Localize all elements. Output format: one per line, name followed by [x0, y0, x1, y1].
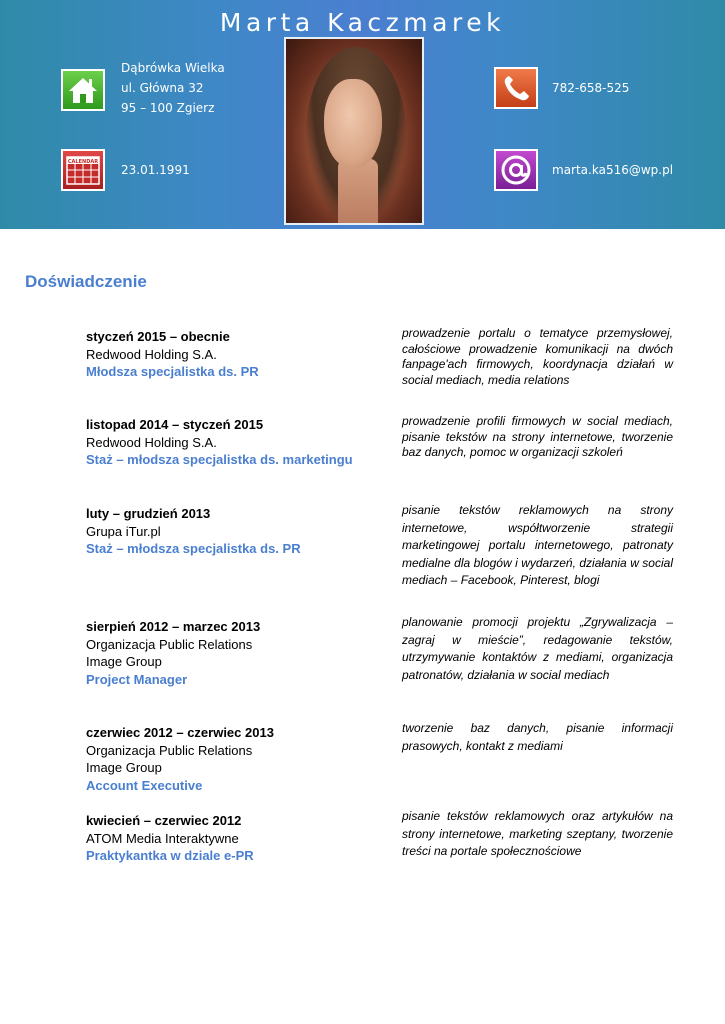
entry-company: ATOM Media Interaktywne	[86, 830, 239, 846]
entry-role: Staż – młodsza specjalistka ds. marketingu	[86, 452, 353, 468]
entry-description: prowadzenie profili firmowych w social mediach, pisanie tekstów na strony internetowe, tworzenie baz danych, pomoc w organizacji szkoleń	[402, 414, 673, 459]
entry-role: Praktykantka w dziale e-PR	[86, 848, 254, 864]
experience-entry	[86, 416, 386, 469]
entry-dates: sierpień 2012 – marzec 2013	[86, 619, 261, 634]
section-title: Doświadczenie	[25, 272, 147, 291]
address	[121, 58, 225, 118]
home-icon	[61, 69, 105, 111]
person-name: Marta Kaczmarek	[219, 8, 506, 37]
entry-role: Staż – młodsza specjalistka ds. PR	[86, 541, 301, 557]
phone-number: 782-658-525	[552, 81, 630, 95]
email-address: marta.ka516@wp.pl	[552, 163, 674, 177]
experience-entry	[86, 812, 386, 865]
profile-photo	[284, 37, 424, 225]
entry-company: Organizacja Public Relations	[86, 636, 253, 652]
entry-description: prowadzenie portalu o tematyce przemysłowej, całościowe prowadzenie komunikacji na dwóch fanpage'ach firmowych, koordynacja działań w social mediach, media relations	[402, 326, 673, 387]
entry-role: Project Manager	[86, 671, 188, 687]
entry-company: Image Group	[86, 654, 162, 670]
phone-icon	[494, 67, 538, 109]
experience-entry	[86, 724, 386, 794]
experience-entry	[86, 505, 386, 558]
at-sign-icon	[494, 149, 538, 191]
address-line: ul. Główna 32	[121, 81, 204, 95]
experience-entry	[86, 328, 386, 381]
calendar-icon	[61, 149, 105, 191]
calendar-icon-label: CALENDAR	[67, 159, 99, 165]
entry-role: Account Executive	[86, 777, 203, 793]
entry-dates: kwiecień – czerwiec 2012	[86, 813, 242, 828]
entry-company: Redwood Holding S.A.	[86, 346, 217, 362]
entry-description: planowanie promocji projektu „Zgrywalizacja – zagraj w mieście”, redagowanie tekstów, utrzymywanie kontaktów z mediami, organizacja patronatów, działania w social mediach	[402, 615, 673, 682]
entry-dates: styczeń 2015 – obecnie	[86, 329, 230, 344]
entry-company: Redwood Holding S.A.	[86, 434, 217, 450]
experience-entry	[86, 618, 386, 688]
entry-company: Organizacja Public Relations	[86, 742, 253, 758]
cv-header	[0, 0, 725, 229]
entry-company: Image Group	[86, 760, 162, 776]
entry-description: pisanie tekstów reklamowych oraz artykułów na strony internetowe, marketing szeptany, tworzenie treści na portale społecznościowe	[402, 809, 673, 858]
entry-dates: listopad 2014 – styczeń 2015	[86, 417, 264, 432]
entry-description: pisanie tekstów reklamowych na strony internetowe, współtworzenie strategii marketingowej portalu internetowego, patronaty medialne dla blogów i wydarzeń, działania w social mediach – Facebook, Pinterest, blogi	[402, 503, 673, 587]
entry-role: Młodsza specjalistka ds. PR	[86, 364, 259, 380]
address-line: Dąbrówka Wielka	[121, 61, 225, 75]
address-line: 95 – 100 Zgierz	[121, 101, 215, 115]
entry-description: tworzenie baz danych, pisanie informacji prasowych, kontakt z mediami	[402, 721, 673, 753]
entry-dates: czerwiec 2012 – czerwiec 2013	[86, 725, 274, 740]
birth-date: 23.01.1991	[121, 163, 190, 177]
entry-company: Grupa iTur.pl	[86, 523, 161, 539]
entry-dates: luty – grudzień 2013	[86, 506, 211, 521]
